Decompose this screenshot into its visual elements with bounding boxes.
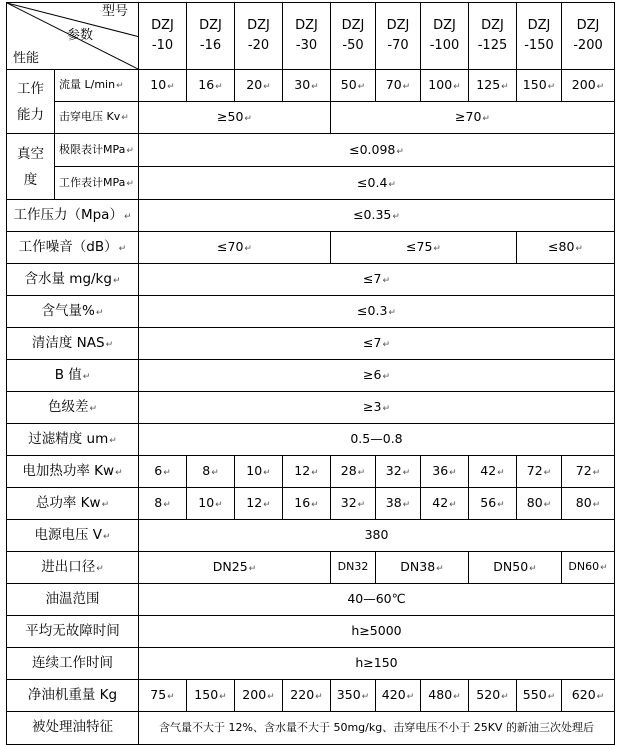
work-capacity-label: 工作 能力: [7, 70, 55, 134]
color-grade-label: 色级差↵: [7, 392, 139, 424]
paragraph-mark: ↵: [267, 692, 275, 703]
oil-temp-label: 油温范围: [7, 584, 139, 616]
paragraph-mark: ↵: [126, 145, 134, 156]
paragraph-mark: ↵: [101, 499, 110, 510]
water-label: 含水量 mg/kg↵: [7, 264, 139, 296]
work-vacuum-label: 工作表计MPa↵: [55, 167, 139, 200]
paragraph-mark: ↵: [361, 692, 370, 703]
gas-value: ≤0.3↵: [139, 296, 615, 328]
port-value-a: DN25↵: [139, 552, 331, 584]
paragraph-mark: ↵: [436, 564, 444, 575]
continuous-work-label: 连续工作时间: [7, 648, 139, 680]
model-header: DZJ -20: [235, 3, 283, 70]
paragraph-mark: ↵: [592, 500, 601, 511]
weight-value: 520↵: [469, 680, 517, 712]
heat-value: 28↵: [331, 456, 376, 488]
total-value: 10↵: [187, 488, 235, 520]
color-grade-value: ≥3↵: [139, 392, 615, 424]
total-value: 38↵: [376, 488, 421, 520]
paragraph-mark: ↵: [501, 82, 509, 93]
flow-label: 流量 L/min↵: [55, 70, 139, 102]
water-value: ≤7↵: [139, 264, 615, 296]
paragraph-mark: ↵: [501, 692, 509, 703]
paragraph-mark: ↵: [543, 468, 552, 479]
flow-value: 125↵: [469, 70, 517, 102]
paragraph-mark: ↵: [543, 500, 552, 511]
flow-value: 200↵: [562, 70, 615, 102]
paragraph-mark: ↵: [95, 307, 104, 318]
paragraph-mark: ↵: [382, 276, 390, 287]
filter-value: 0.5—0.8: [139, 424, 615, 456]
total-value: 8↵: [139, 488, 187, 520]
paragraph-mark: ↵: [121, 113, 129, 124]
paragraph-mark: ↵: [382, 340, 390, 351]
weight-value: 350↵: [331, 680, 376, 712]
nas-label: 清洁度 NAS↵: [7, 328, 139, 360]
model-header: DZJ -70: [376, 3, 421, 70]
pressure-label: 工作压力（Mpa）↵: [7, 200, 139, 232]
paragraph-mark: ↵: [453, 692, 461, 703]
paragraph-mark: ↵: [315, 692, 323, 703]
paragraph-mark: ↵: [482, 114, 490, 125]
flow-value: 20↵: [235, 70, 283, 102]
total-value: 80↵: [562, 488, 615, 520]
flow-value: 70↵: [376, 70, 421, 102]
heat-value: 42↵: [469, 456, 517, 488]
model-header: DZJ -150: [517, 3, 562, 70]
total-value: 16↵: [283, 488, 331, 520]
paragraph-mark: ↵: [402, 500, 411, 511]
oil-temp-value: 40—60℃: [139, 584, 615, 616]
heat-value: 72↵: [517, 456, 562, 488]
flow-value: 150↵: [517, 70, 562, 102]
paragraph-mark: ↵: [219, 692, 227, 703]
port-value-b: DN32: [331, 552, 376, 584]
paragraph-mark: ↵: [357, 500, 366, 511]
total-value: 80↵: [517, 488, 562, 520]
model-header: DZJ -10: [139, 3, 187, 70]
paragraph-mark: ↵: [357, 468, 366, 479]
paragraph-mark: ↵: [592, 468, 601, 479]
header-diagonal-cell: [7, 3, 139, 70]
paragraph-mark: ↵: [547, 692, 556, 703]
paragraph-mark: ↵: [215, 500, 223, 511]
port-value-d: DN50↵: [469, 552, 562, 584]
b-value-label: B 值↵: [7, 360, 139, 392]
breakdown-value-a: ≥50↵: [139, 102, 331, 134]
model-header: DZJ -16: [187, 3, 235, 70]
port-value-c: DN38↵: [376, 552, 469, 584]
work-vacuum-value: ≤0.4↵: [139, 167, 615, 200]
paragraph-mark: ↵: [311, 82, 319, 93]
paragraph-mark: ↵: [547, 82, 556, 93]
paragraph-mark: ↵: [406, 692, 415, 703]
weight-value: 75↵: [139, 680, 187, 712]
weight-value: 480↵: [421, 680, 469, 712]
paragraph-mark: ↵: [109, 435, 117, 446]
paragraph-mark: ↵: [263, 500, 271, 511]
paragraph-mark: ↵: [402, 82, 411, 93]
limit-vacuum-label: 极限表计MPa↵: [55, 134, 139, 167]
paragraph-mark: ↵: [96, 563, 104, 574]
heat-value: 72↵: [562, 456, 615, 488]
heat-value: 8↵: [187, 456, 235, 488]
paragraph-mark: ↵: [211, 468, 219, 479]
paragraph-mark: ↵: [82, 371, 91, 382]
paragraph-mark: ↵: [596, 692, 605, 703]
weight-value: 620↵: [562, 680, 615, 712]
perf-label: 性能: [13, 51, 40, 66]
paragraph-mark: ↵: [433, 244, 441, 255]
port-value-e: DN60↵: [562, 552, 615, 584]
weight-value: 150↵: [187, 680, 235, 712]
paragraph-mark: ↵: [248, 564, 257, 575]
model-header: DZJ -50: [331, 3, 376, 70]
paragraph-mark: ↵: [163, 468, 171, 479]
pressure-value: ≤0.35↵: [139, 200, 615, 232]
heat-value: 12↵: [283, 456, 331, 488]
weight-value: 420↵: [376, 680, 421, 712]
paragraph-mark: ↵: [600, 563, 608, 574]
weight-value: 550↵: [517, 680, 562, 712]
paragraph-mark: ↵: [215, 82, 223, 93]
spec-table: [6, 2, 615, 745]
paragraph-mark: ↵: [116, 81, 124, 92]
paragraph-mark: ↵: [112, 275, 121, 286]
continuous-work-value: h≥150: [139, 648, 615, 680]
paragraph-mark: ↵: [402, 468, 411, 479]
model-header: DZJ -200: [562, 3, 615, 70]
heat-value: 32↵: [376, 456, 421, 488]
mtbf-value: h≥5000: [139, 616, 615, 648]
paragraph-mark: ↵: [89, 403, 98, 414]
model-label: 型号: [102, 4, 129, 19]
paragraph-mark: ↵: [102, 531, 111, 542]
weight-label: 净油机重量 Kg: [7, 680, 139, 712]
paragraph-mark: ↵: [449, 468, 457, 479]
paragraph-mark: ↵: [357, 82, 366, 93]
paragraph-mark: ↵: [105, 339, 114, 350]
nas-value: ≤7↵: [139, 328, 615, 360]
noise-value-a: ≤70↵: [139, 232, 331, 264]
paragraph-mark: ↵: [388, 179, 396, 190]
paragraph-mark: ↵: [497, 500, 505, 511]
gas-label: 含气量%↵: [7, 296, 139, 328]
limit-vacuum-value: ≤0.098↵: [139, 134, 615, 167]
paragraph-mark: ↵: [263, 468, 271, 479]
oil-feature-value: 含气量不大于 12%、含水量不大于 50mg/kg、击穿电压不小于 25KV 的新油三次处理后: [139, 712, 615, 745]
total-value: 42↵: [421, 488, 469, 520]
paragraph-mark: ↵: [392, 212, 400, 223]
paragraph-mark: ↵: [126, 178, 134, 189]
paragraph-mark: ↵: [123, 211, 132, 222]
flow-value: 100↵: [421, 70, 469, 102]
noise-label: 工作噪音（dB）↵: [7, 232, 139, 264]
filter-label: 过滤精度 um↵: [7, 424, 139, 456]
breakdown-label: 击穿电压 Kv↵: [55, 102, 139, 134]
weight-value: 200↵: [235, 680, 283, 712]
total-power-label: 总功率 Kw↵: [7, 488, 139, 520]
total-value: 32↵: [331, 488, 376, 520]
paragraph-mark: ↵: [449, 500, 457, 511]
flow-value: 16↵: [187, 70, 235, 102]
weight-value: 220↵: [283, 680, 331, 712]
flow-value: 10↵: [139, 70, 187, 102]
paragraph-mark: ↵: [311, 468, 319, 479]
paragraph-mark: ↵: [497, 468, 505, 479]
model-header: DZJ -125: [469, 3, 517, 70]
paragraph-mark: ↵: [167, 692, 175, 703]
paragraph-mark: ↵: [396, 146, 404, 157]
model-header: DZJ -30: [283, 3, 331, 70]
paragraph-mark: ↵: [163, 500, 171, 511]
paragraph-mark: ↵: [244, 114, 252, 125]
voltage-value: 380: [139, 520, 615, 552]
heat-value: 6↵: [139, 456, 187, 488]
noise-value-c: ≤80↵: [517, 232, 615, 264]
flow-value: 50↵: [331, 70, 376, 102]
paragraph-mark: ↵: [596, 82, 605, 93]
paragraph-mark: ↵: [115, 467, 123, 478]
model-header: DZJ -100: [421, 3, 469, 70]
paragraph-mark: ↵: [263, 82, 271, 93]
port-label: 进出口径↵: [7, 552, 139, 584]
mtbf-label: 平均无故障时间: [7, 616, 139, 648]
vacuum-label: 真空 度: [7, 134, 55, 200]
paragraph-mark: ↵: [118, 243, 127, 254]
paragraph-mark: ↵: [529, 564, 537, 575]
noise-value-b: ≤75↵: [331, 232, 517, 264]
paragraph-mark: ↵: [575, 244, 583, 255]
param-label: 参数: [67, 28, 94, 43]
flow-value: 30↵: [283, 70, 331, 102]
voltage-label: 电源电压 V↵: [7, 520, 139, 552]
paragraph-mark: ↵: [382, 404, 390, 415]
b-value: ≥6↵: [139, 360, 615, 392]
breakdown-value-b: ≥70↵: [331, 102, 615, 134]
paragraph-mark: ↵: [167, 82, 175, 93]
paragraph-mark: ↵: [453, 82, 461, 93]
paragraph-mark: ↵: [382, 372, 390, 383]
heat-power-label: 电加热功率 Kw↵: [7, 456, 139, 488]
oil-feature-label: 被处理油特征: [7, 712, 139, 745]
total-value: 56↵: [469, 488, 517, 520]
paragraph-mark: ↵: [311, 500, 319, 511]
paragraph-mark: ↵: [388, 308, 396, 319]
heat-value: 36↵: [421, 456, 469, 488]
paragraph-mark: ↵: [244, 244, 252, 255]
total-value: 12↵: [235, 488, 283, 520]
heat-value: 10↵: [235, 456, 283, 488]
